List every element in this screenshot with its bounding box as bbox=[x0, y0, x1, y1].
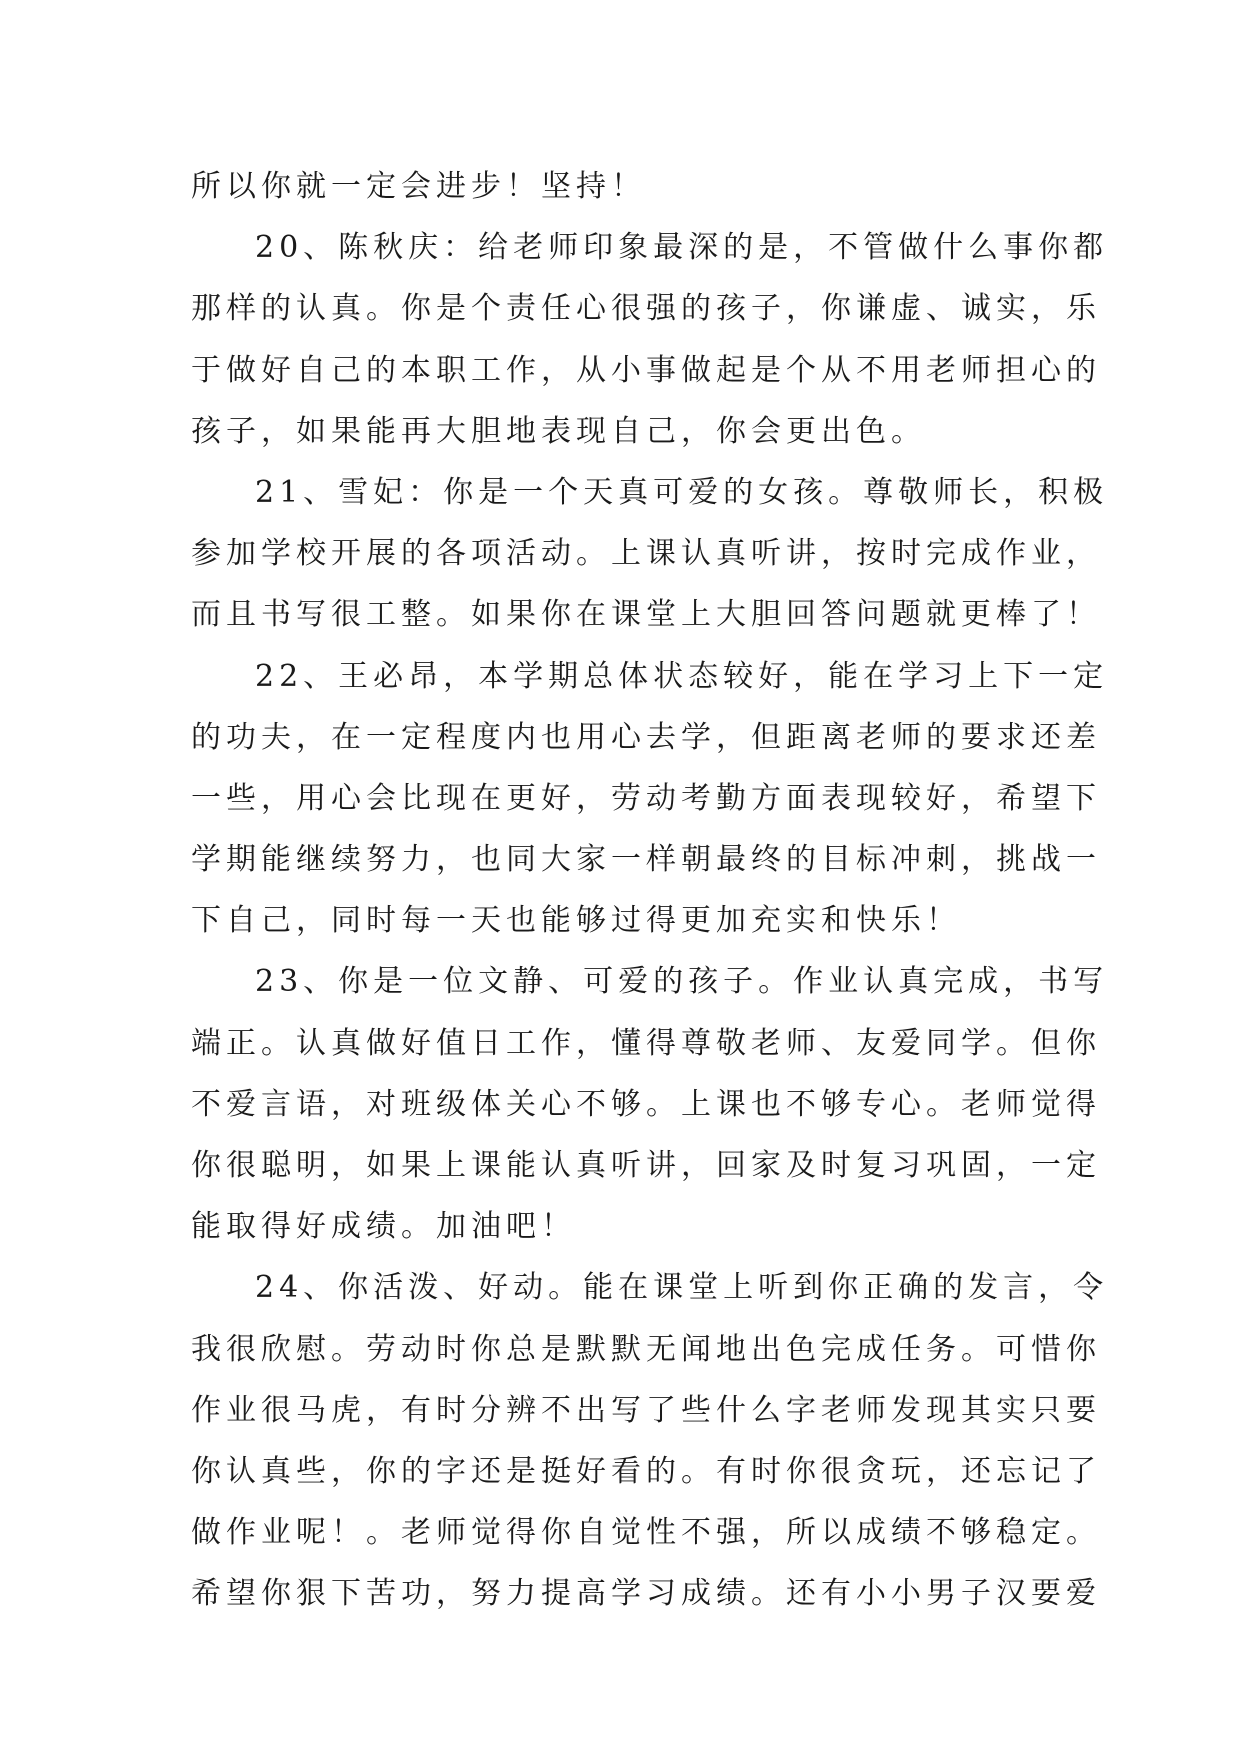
text-line: 你认真些，你的字还是挺好看的。有时你很贪玩，还忘记了 bbox=[191, 1453, 1101, 1489]
text-line: 24、你活泼、好动。能在课堂上听到你正确的发言，令 bbox=[255, 1270, 1109, 1306]
text-line: 21、雪妃：你是一个天真可爱的女孩。尊敬师长，积极 bbox=[255, 474, 1109, 510]
text-line: 学期能继续努力，也同大家一样朝最终的目标冲刺，挑战一 bbox=[191, 842, 1101, 878]
text-line: 20、陈秋庆：给老师印象最深的是，不管做什么事你都 bbox=[255, 230, 1109, 266]
text-line: 参加学校开展的各项活动。上课认真听讲，按时完成作业， bbox=[191, 536, 1101, 572]
text-line: 而且书写很工整。如果你在课堂上大胆回答问题就更棒了！ bbox=[191, 597, 1101, 633]
text-line: 我很欣慰。劳动时你总是默默无闻地出色完成任务。可惜你 bbox=[191, 1331, 1101, 1367]
text-line: 的功夫，在一定程度内也用心去学，但距离老师的要求还差 bbox=[191, 719, 1101, 755]
text-line: 那样的认真。你是个责任心很强的孩子，你谦虚、诚实，乐 bbox=[191, 291, 1101, 327]
text-line: 一些，用心会比现在更好，劳动考勤方面表现较好，希望下 bbox=[191, 780, 1101, 816]
text-line: 下自己，同时每一天也能够过得更加充实和快乐！ bbox=[191, 903, 961, 939]
text-line: 所以你就一定会进步！坚持！ bbox=[191, 169, 646, 204]
text-line: 希望你狠下苦功，努力提高学习成绩。还有小小男子汉要爱 bbox=[191, 1576, 1101, 1612]
text-line: 做作业呢！。老师觉得你自觉性不强，所以成绩不够稳定。 bbox=[191, 1515, 1101, 1551]
text-line: 能取得好成绩。加油吧！ bbox=[191, 1209, 576, 1245]
text-line: 于做好自己的本职工作，从小事做起是个从不用老师担心的 bbox=[191, 352, 1101, 388]
text-line: 孩子，如果能再大胆地表现自己，你会更出色。 bbox=[191, 413, 926, 449]
text-line: 22、王必昂，本学期总体状态较好，能在学习上下一定 bbox=[255, 658, 1109, 694]
document-body bbox=[191, 156, 1109, 1625]
text-line: 不爱言语，对班级体关心不够。上课也不够专心。老师觉得 bbox=[191, 1086, 1101, 1122]
text-line: 你很聪明，如果上课能认真听讲，回家及时复习巩固，一定 bbox=[191, 1148, 1101, 1183]
text-line: 23、你是一位文静、可爱的孩子。作业认真完成，书写 bbox=[255, 964, 1109, 1000]
text-line: 端正。认真做好值日工作，懂得尊敬老师、友爱同学。但你 bbox=[191, 1025, 1101, 1061]
text-line: 作业很马虎，有时分辨不出写了些什么字老师发现其实只要 bbox=[191, 1392, 1101, 1428]
